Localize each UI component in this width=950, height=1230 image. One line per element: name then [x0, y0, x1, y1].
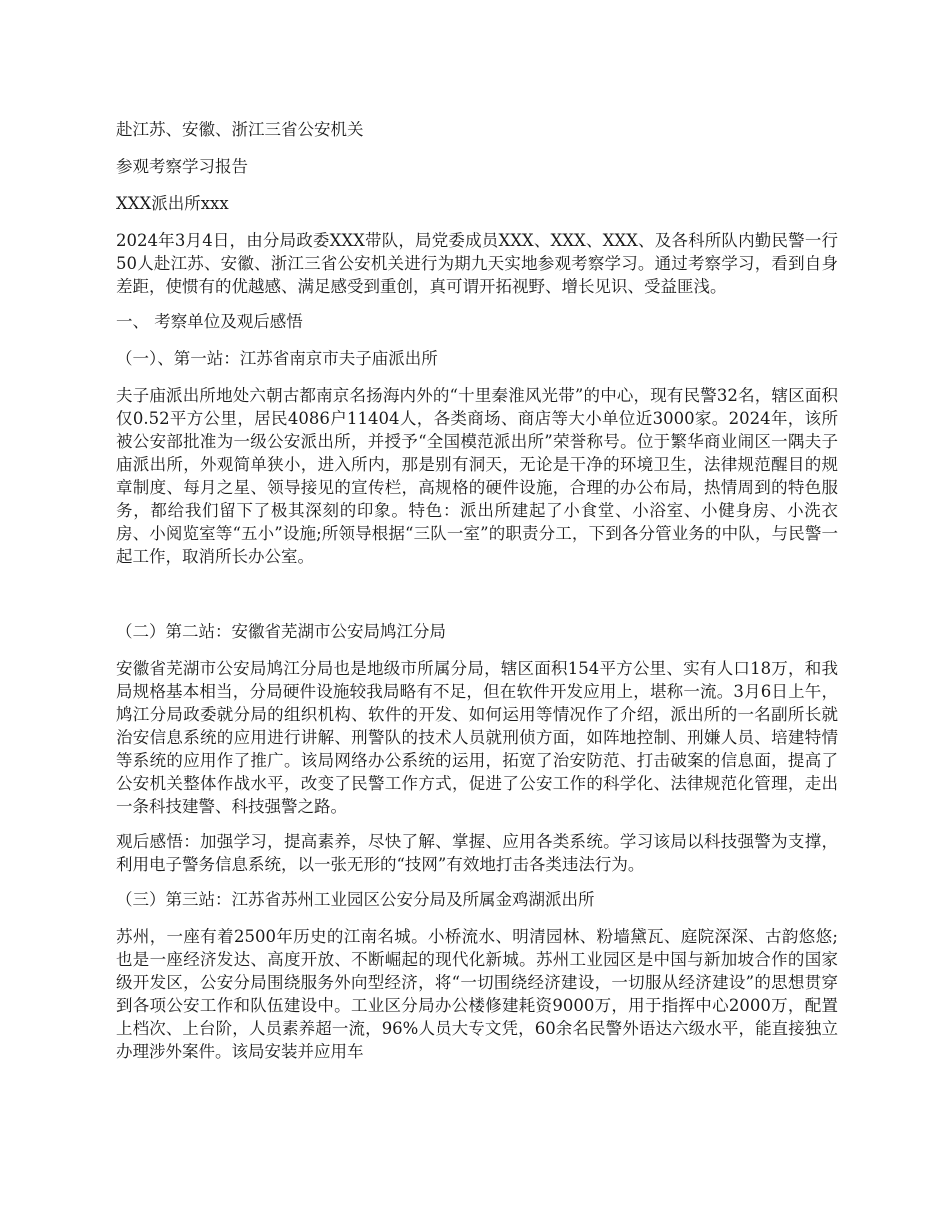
station-3-heading: （三）第三站：江苏省苏州工业园区公安分局及所属金鸡湖派出所: [116, 890, 595, 909]
intro-paragraph: 2024年3月4日，由分局政委XXX带队，局党委成员XXX、XXX、XXX、及各科所队内勤民警一行50人赴江苏、安徽、浙江三省公安机关进行为期九天实地参观考察学习。通过考察学习，看到自身差距，使惯有的优越感、满足感受到重创，真可谓开拓视野、增长见识、受益匪浅。: [116, 231, 838, 296]
report-title-line-2: 参观考察学习报告: [116, 157, 248, 176]
station-2-heading: （二）第二站：安徽省芜湖市公安局鸠江分局: [116, 622, 446, 641]
station-1-heading: （一）、第一站：江苏省南京市夫子庙派出所: [116, 349, 438, 368]
station-3-paragraph: 苏州，一座有着2500年历史的江南名城。小桥流水、明清园林、粉墙黛瓦、庭院深深、古韵悠悠;也是一座经济发达、高度开放、不断崛起的现代化新城。苏州工业园区是中国与新加坡合作的国家级开发区，公安分局围绕服务外向型经济，将“一切围绕经济建设，一切服从经济建设”的思想贯穿到各项公安工作和队伍建设中。工业区分局办公楼修建耗资9000万，用于指挥中心2000万，配置上档次、上台阶，人员素养超一流，96%人员大专文凭，60余名民警外语达六级水平，能直接独立办理涉外案件。该局安装并应用车: [116, 927, 838, 1061]
report-title-line-1: 赴江苏、安徽、浙江三省公安机关: [116, 120, 364, 139]
station-2-paragraph: 安徽省芜湖市公安局鸠江分局也是地级市所属分局，辖区面积154平方公里、实有人口18万，和我局规格基本相当，分局硬件设施较我局略有不足，但在软件开发应用上，堪称一流。3月6日上午，鸠江分局政委就分局的组织机构、软件的开发、如何运用等情况作了介绍，派出所的一名副所长就治安信息系统的应用进行讲解、刑警队的技术人员就刑侦方面，如阵地控制、刑嫌人员、培建特情等系统的应用作了推广。该局网络办公系统的运用，拓宽了治安防范、打击破案的信息面，提高了公安机关整体作战水平，改变了民警工作方式，促进了公安工作的科学化、法律规范化管理，走出一条科技建警、科技强警之路。: [116, 659, 838, 816]
section-heading: 一、 考察单位及观后感悟: [116, 312, 303, 331]
report-author: XXX派出所xxx: [116, 194, 229, 213]
station-1-paragraph: 夫子庙派出所地处六朝古都南京名扬海内外的“十里秦淮风光带”的中心，现有民警32名，辖区面积仅0.52平方公里，居民4086户11404人，各类商场、商店等大小单位近3000家。2024年，该所被公安部批准为一级公安派出所，并授予“全国模范派出所”荣誉称号。位于繁华商业闹区一隅夫子庙派出所，外观简单狭小，进入所内，那是别有洞天，无论是干净的环境卫生，法律规范醒目的规章制度、每月之星、领导接见的宣传栏，高规格的硬件设施，合理的办公布局，热情周到的特色服务，都给我们留下了极其深刻的印象。特色：派出所建起了小食堂、小浴室、小健身房、小洗衣房、小阅览室等“五小”设施;所领导根据“三队一室”的职责分工，下到各分管业务的中队，与民警一起工作，取消所长办公室。: [116, 386, 838, 566]
station-2-reflection: 观后感悟：加强学习，提高素养，尽快了解、掌握、应用各类系统。学习该局以科技强警为支撑，利用电子警务信息系统，以一张无形的“技网”有效地打击各类违法行为。: [116, 832, 838, 874]
paragraph-spacer: [116, 580, 838, 620]
document-page: [116, 118, 838, 1075]
